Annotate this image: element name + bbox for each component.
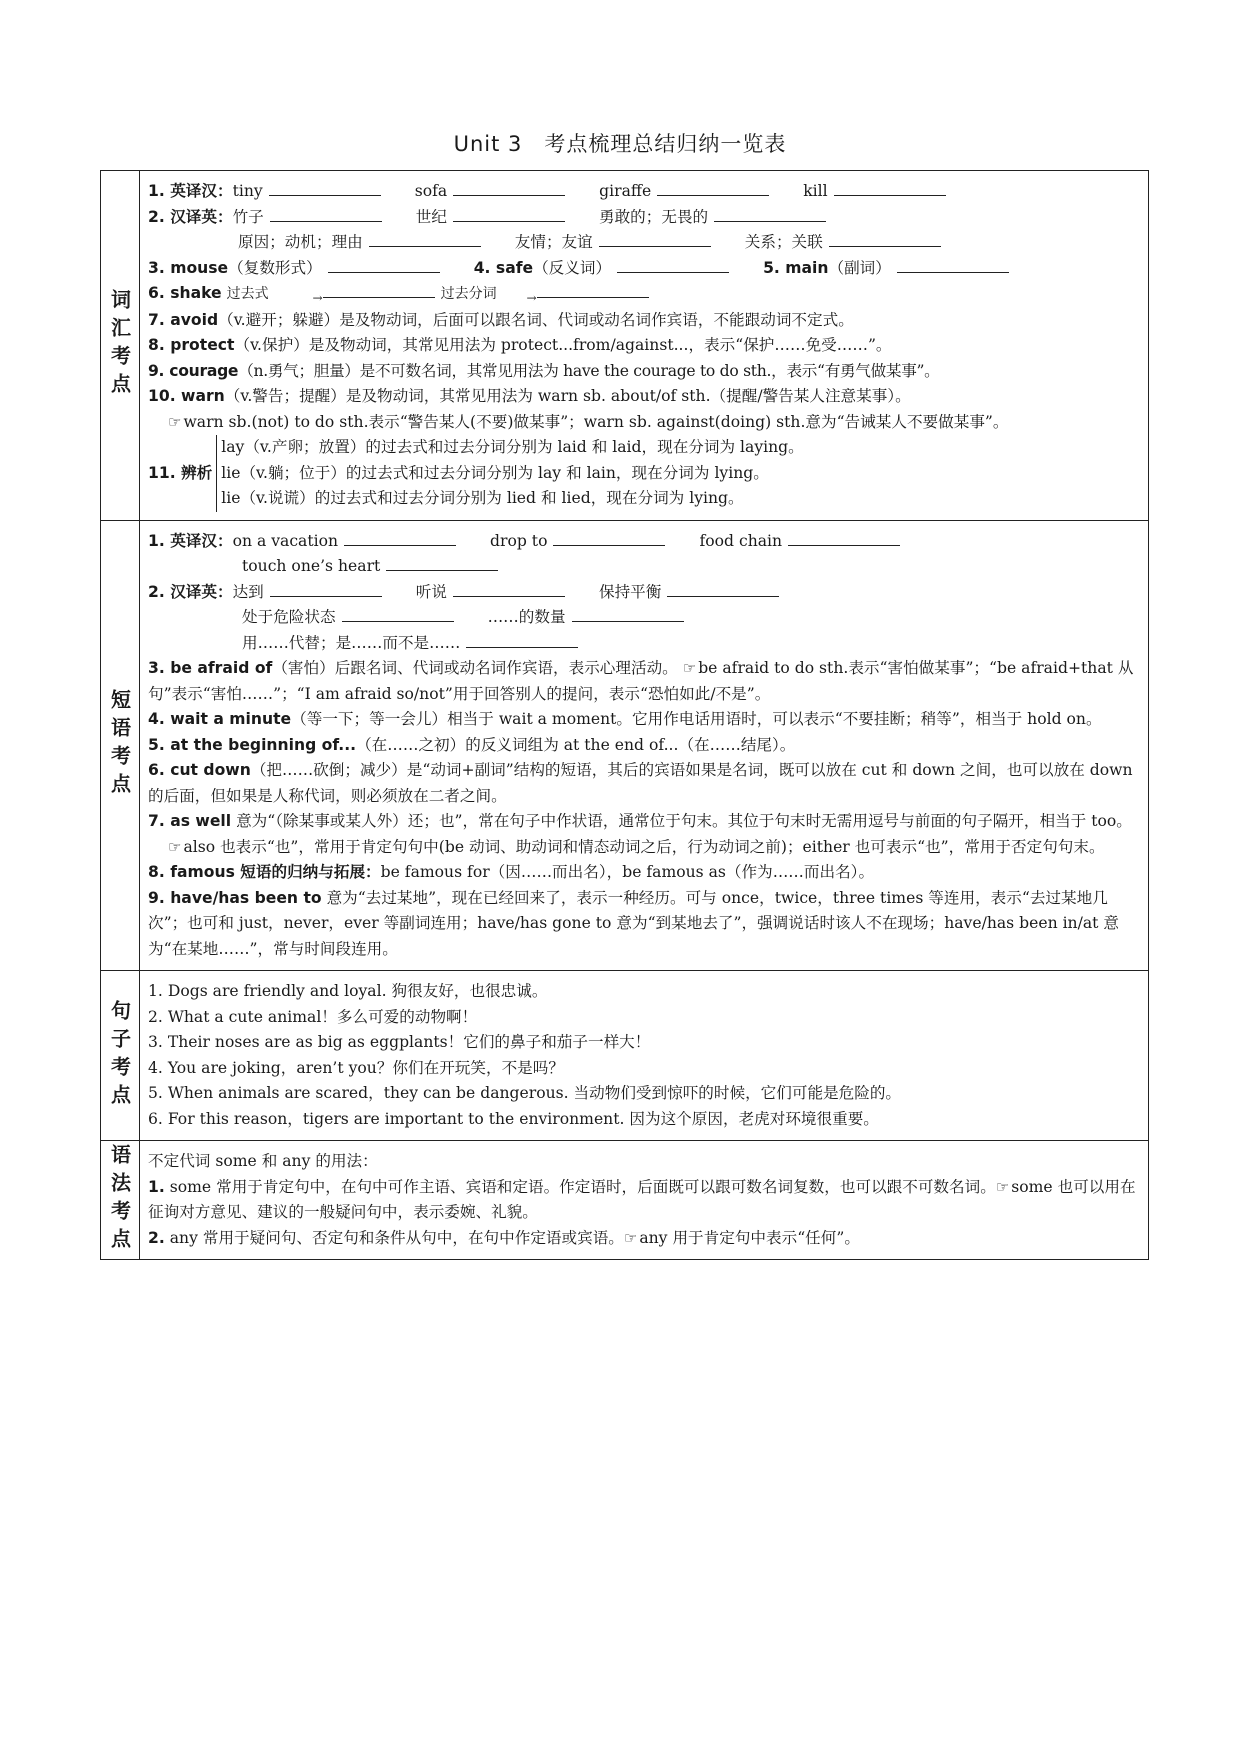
vocab-item-7 [148,308,1140,334]
answer-blank[interactable] [714,205,826,222]
phrase-p3-head: 3. be afraid of [148,659,273,677]
answer-blank[interactable] [453,580,565,597]
answer-blank[interactable] [572,605,684,622]
phrase-line-1b [148,554,1140,580]
phrase-item-7 [148,809,1140,835]
phrase-p7-note: also 也表示“也”，常用于肯定句句中(be 动词、助动词和情态动词之后，行为动词之前)；either 也可表示“也”，常用于否定句句末。 [183,837,1105,856]
phrase-line-1 [148,529,1140,555]
distinction-line: lie（v.说谎）的过去式和过去分词分别为 lied 和 lied，现在分词为 lying。 [221,489,744,507]
phrase-word: ……的数量 [487,608,566,626]
vocab-label: 词汇考点 [107,289,132,402]
answer-blank[interactable] [328,256,440,273]
vocab-item-9 [148,359,1140,385]
grammar-label-cell [101,1141,140,1259]
vocab-word: 原因；动机；理由 [238,233,363,251]
phrase-p7-head: 7. as well [148,812,232,830]
answer-blank[interactable] [386,554,498,571]
vocab-word: tiny [232,182,263,200]
answer-blank[interactable] [897,256,1009,273]
grammar-g1-note: some 也可以用在征询对方意见、建议的一般疑问句中，表示委婉、礼貌。 [148,1177,1136,1221]
vocab-l3a: 3. mouse [148,258,229,277]
phrase-p6-text: （把……砍倒；减少）是“动词+副词”结构的短语，其后的宾语如果是名词，既可以放在 cut 和 down 之间，也可以放在 down 的后面，但如果是人称代词，则必须放在二者之间。 [148,761,1133,805]
vocab-line-3 [148,256,1140,282]
answer-blank[interactable] [269,179,381,196]
vocab-item-11 [148,435,1140,512]
phrase-line-2c [148,631,1140,657]
phrase-item-4 [148,707,1140,733]
grammar-g1-text: some 常用于肯定句中，在句中可作主语、宾语和定语。作定语时，后面既可以跟可数名词复数，也可以跟不可数名词。 [164,1177,996,1196]
vocab-note-10 [148,410,1140,436]
answer-blank[interactable] [453,179,565,196]
vocab-note: （复数形式） [228,258,322,277]
vocab-word: 竹子 [232,207,264,226]
phrase-content [140,521,1148,971]
answer-blank[interactable] [537,281,649,298]
vocab-section [101,171,1148,520]
pointing-hand-icon: ☞ [682,659,697,677]
phrase-p5-text: （在……之初）的反义词组为 at the end of...（在……结尾）。 [356,735,796,754]
vocab-word: kill [803,182,828,200]
phrase-word: drop to [490,531,548,550]
phrase-section [101,520,1148,971]
vocab-item-8 [148,333,1140,359]
vocab-word: 勇敢的；无畏的 [598,207,709,226]
vocab-l9-head: 9. courage [148,361,239,380]
vocab-content [140,171,1148,520]
grammar-item-1 [148,1175,1140,1226]
pointing-hand-icon: ☞ [168,412,182,431]
phrase-p9-text: 意为“去过某地”，现在已经回来了，表示一种经历。可与 once，twice，three times 等连用，表示“去过某地几次”；也可和 just，never，ever 等副词连用；have/has gone to 意为“到某地去了”，强调说话时该人不在现场；have/has been in/at 意为“在某地……”，常与时间段连用。 [148,888,1119,958]
answer-blank[interactable] [270,205,382,222]
phrase-p2-head: 2. 汉译英： [148,582,233,601]
vocab-l8-text: （v.保护）是及物动词，其常见用法为 protect...from/against...，表示“保护……免受……”。 [234,336,892,354]
vocab-line-2 [148,205,1140,231]
vocab-l3c: 5. main [763,258,829,277]
vocab-l1-head: 1. 英译汉： [148,182,233,200]
vocab-word: 友情；友谊 [514,233,593,251]
sentence-item: 5. When animals are scared，they can be dangerous. 当动物们受到惊吓的时候，它们可能是危险的。 [148,1084,902,1102]
past-arrow-label: 过去式 → [227,282,317,308]
phrase-p1-head: 1. 英译汉： [148,531,233,550]
vocab-item-10 [148,384,1140,410]
phrase-item-3 [148,656,1140,707]
sentence-item: 1. Dogs are friendly and loyal. 狗很友好，也很忠诚。 [148,982,548,1000]
phrase-note-7 [148,835,1140,861]
phrase-item-6 [148,758,1140,809]
vocab-word: 世纪 [415,207,447,226]
grammar-g2-head: 2. [148,1228,165,1247]
vocab-word: giraffe [599,182,652,200]
phrase-p4-text: （等一下；等一会儿）相当于 wait a moment。它用作电话用语时，可以表示“不要挂断；稍等”，相当于 hold on。 [291,710,1102,728]
answer-blank[interactable] [834,179,946,196]
phrase-word: 达到 [232,582,264,601]
phrase-item-8 [148,860,1140,886]
answer-blank[interactable] [344,529,456,546]
vocab-l11-head: 11. 辨析 [148,463,213,482]
vocab-word: 关系；关联 [744,233,823,251]
grammar-intro: 不定代词 some 和 any 的用法： [148,1152,378,1170]
pointing-hand-icon: ☞ [623,1228,638,1247]
grammar-section [101,1140,1148,1259]
vocab-l6: 6. shake [148,284,222,302]
distinction-line: lay（v.产卵；放置）的过去式和过去分词分别为 laid 和 laid，现在分词为 laying。 [221,438,804,456]
phrase-label-cell [101,521,140,971]
phrase-word: 用……代替；是……而不是…… [242,633,461,652]
grammar-g2-note: any 用于肯定句中表示“任何”。 [639,1228,860,1247]
phrase-word: touch one’s heart [242,557,381,575]
phrase-p3-note: be afraid to do sth.表示“害怕做某事”；“be afraid+that 从句”表示“害怕……”；“I am afraid so/not”用于回答别人的提问，表示“恐怕如此/不是”。 [148,659,1134,703]
answer-blank[interactable] [369,230,481,247]
vocab-l2-head: 2. 汉译英： [148,207,233,226]
vocab-l7-head: 7. avoid [148,310,219,329]
phrase-line-2 [148,580,1140,606]
phrase-p8-text: be famous for（因……而出名），be famous as（作为……而出名）。 [380,863,875,881]
phrase-p9-head: 9. have/has been to [148,888,322,907]
vocab-l3b: 4. safe [473,258,534,277]
vocab-note: （反义词） [533,258,612,277]
phrase-p6-head: 6. cut down [148,761,251,779]
phrase-word: 听说 [415,582,447,601]
vocab-line-1 [148,179,1140,205]
answer-blank[interactable] [599,230,711,247]
answer-blank[interactable] [453,205,565,222]
vocab-l10-note: warn sb.(not) to do sth.表示“警告某人(不要)做某事”；warn sb. against(doing) sth.意为“告诫某人不要做某事”。 [183,412,1009,431]
answer-blank[interactable] [553,529,665,546]
answer-blank[interactable] [657,179,769,196]
vocab-word: sofa [414,182,448,200]
grammar-item-2 [148,1226,1140,1252]
answer-blank[interactable] [788,529,900,546]
pointing-hand-icon: ☞ [168,837,182,856]
answer-blank[interactable] [829,230,941,247]
phrase-item-5 [148,733,1140,759]
vocab-l10-head: 10. warn [148,387,225,405]
answer-blank[interactable] [323,281,435,298]
grammar-g1-head: 1. [148,1177,165,1196]
vocab-l9-text: （n.勇气；胆量）是不可数名词，其常见用法为 have the courage to do sth.，表示“有勇气做某事”。 [238,361,940,380]
phrase-word: food chain [699,531,783,550]
grammar-content [140,1141,1148,1259]
sentence-label-cell [101,971,140,1140]
sentence-item: 3. Their noses are as big as eggplants！它们的鼻子和茄子一样大！ [148,1033,651,1051]
sentence-item: 4. You are joking，aren’t you？你们在开玩笑，不是吗？ [148,1058,564,1077]
pointing-hand-icon: ☞ [995,1177,1010,1196]
sentence-content [140,971,1148,1140]
sentence-section [101,970,1148,1140]
vocab-l10-text: （v.警告；提醒）是及物动词，其常见用法为 warn sb. about/of sth.（提醒/警告某人注意某事）。 [224,387,911,405]
phrase-word: 保持平衡 [598,582,662,601]
answer-blank[interactable] [342,605,454,622]
vocab-line-6 [148,281,1140,308]
vocab-note: （副词） [828,258,891,277]
phrase-p5-head: 5. at the beginning of... [148,735,357,754]
summary-table [100,170,1149,1260]
vocab-line-2b [148,230,1140,256]
page-title: Unit 3 考点梳理总结归纳一览表 [453,132,787,156]
vocab-label-cell [101,171,140,520]
answer-blank[interactable] [270,580,382,597]
phrase-word: on a vacation [232,531,339,550]
answer-blank[interactable] [667,580,779,597]
grammar-label: 语法考点 [107,1144,132,1256]
grammar-g2-text: any 常用于疑问句、否定句和条件从句中，在句中作定语或宾语。 [164,1228,624,1247]
distinction-brace [216,435,803,512]
sentence-label: 句子考点 [107,999,132,1112]
phrase-word: 处于危险状态 [242,608,336,626]
phrase-p3-text: （害怕）后跟名词、代词或动名词作宾语，表示心理活动。 [272,659,678,677]
sentence-item: 2. What a cute animal！多么可爱的动物啊！ [148,1007,478,1026]
answer-blank[interactable] [617,256,729,273]
pp-arrow-label: 过去分词 → [441,282,531,308]
phrase-line-2b [148,605,1140,631]
sentence-item: 6. For this reason，tigers are important to the environment. 因为这个原因，老虎对环境很重要。 [148,1109,879,1128]
distinction-line: lie（v.躺；位于）的过去式和过去分词分别为 lay 和 lain，现在分词为 lying。 [221,463,769,482]
phrase-p8-head: 8. famous 短语的归纳与拓展： [148,863,381,881]
phrase-p7-text: 意为“（除某事或某人外）还；也”，常在句子中作状语，通常位于句末。其位于句末时无需用逗号与前面的句子隔开，相当于 too。 [231,812,1132,830]
phrase-item-9 [148,886,1140,963]
answer-blank[interactable] [466,631,578,648]
phrase-p4-head: 4. wait a minute [148,710,292,728]
vocab-l7-text: （v.避开；躲避）是及物动词，后面可以跟名词、代词或动名词作宾语，不能跟动词不定式。 [218,310,854,329]
vocab-l8-head: 8. protect [148,336,235,354]
phrase-label: 短语考点 [107,689,132,802]
